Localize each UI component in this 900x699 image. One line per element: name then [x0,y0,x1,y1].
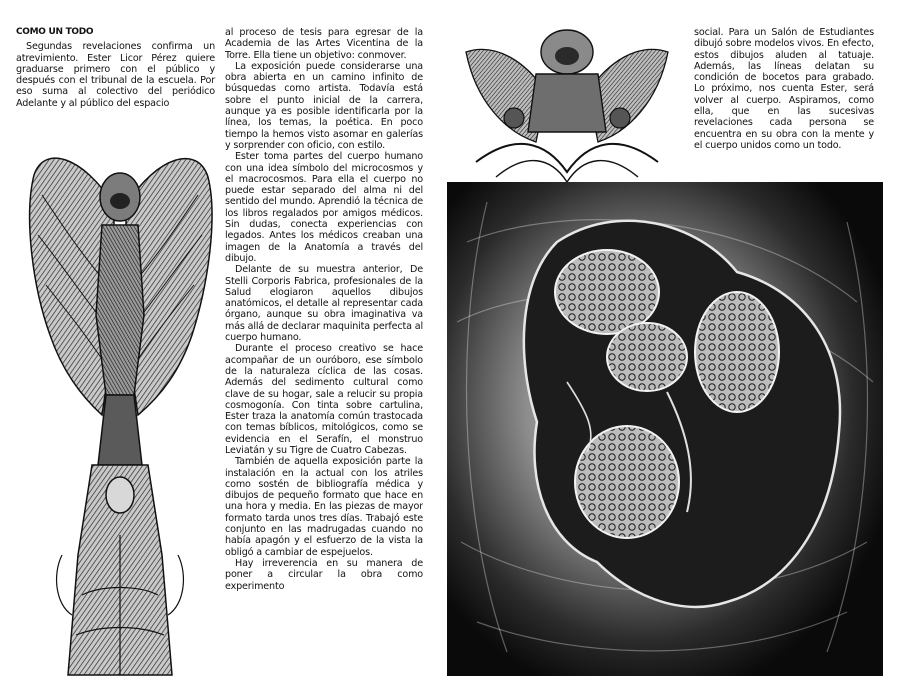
anatomical-organ-illustration [447,182,883,676]
paragraph: social. Para un Salón de Estudiantes dibujó sobre modelos vivos. En efecto, estos dibujos aluden al tatuaje. Además, las líneas delatan su condición de bocetos para grabado. Lo próximo, nos cuenta Ester, será volver al cuerpo. Aspiramos, como ella, que en las sucesivas revelaciones cada persona se encuentra en su obra con la mente y el cuerpo unidos como un todo. [694,27,874,151]
article-column-3 [694,27,874,151]
paragraph: Ester toma partes del cuerpo humano con una idea símbolo del microcosmos y el macrocosmos. Para ella el cuerpo no puede estar separado del alma ni del sentido del mundo. Aprendió la técnica de los libros regalados por amigos médicos. Sin dudas, conecta experiencias con legados. Antes los médicos creaban una imagen de la Anatomía a través del dibujo. [225,151,423,264]
article-column-1 [16,27,215,109]
article-column-2 [225,27,423,672]
paragraph: Segundas revelaciones confirma un atrevimiento. Ester Licor Pérez quiere graduarse primero con el público y después con el tribunal de la escuela. Por eso suma al colectivo del periódico Adelante y al público del espacio [16,41,215,109]
paragraph: Hay irreverencia en su manera de poner a circular la obra como experimento [225,557,423,592]
paragraph: La exposición puede considerarse una obra abierta en un camino infinito de búsquedas como artista. Todavía está sobre el punto inicial de la carrera, aunque ya es posible identificarla por la línea, los temas, la poética. En poco tiempo la hemos visto asomar en galerías y sorprender con oficio, con estilo. [225,60,423,151]
winged-figure-illustration [456,22,678,188]
article-heading: COMO UN TODO [16,27,94,37]
paragraph: Durante el proceso creativo se hace acompañar de un ouróboro, ese símbolo de la naturaleza cíclica de las cosas. Además del sedimento cultural como clave de su hogar, sale a relucir su propia cosmogonía. Con tinta sobre cartulina, Ester traza la anatomía común trastocada con temas bíblicos, mitológicos, como se evidencia en el Serafín, el monstruo Leviatán y su Tigre de Cuatro Cabezas. [225,343,423,456]
paragraph: Delante de su muestra anterior, De Stelli Corporis Fabrica, profesionales de la Salud elogiaron aquellos dibujos anatómicos, el detalle al representar cada órgano, aunque su obra imaginativa va más allá de declarar maquinita perfecta al cuerpo humano. [225,264,423,344]
paragraph: También de aquella exposición parte la instalación en la actual con los atriles como sostén de bibliografía médica y dibujos de pequeño formato que hace en una hora y media. En las piezas de mayor formato tarda unos tres días. Trabajó este conjunto en las madrugadas cuando no había apagón y el esfuerzo de la vista la obligó a cambiar de espejuelos. [225,456,423,558]
paragraph: al proceso de tesis para egresar de la Academia de las Artes Vicentina de la Torre. Ella tiene un objetivo: conmover. [225,27,423,61]
winged-seraph-illustration [22,135,218,691]
